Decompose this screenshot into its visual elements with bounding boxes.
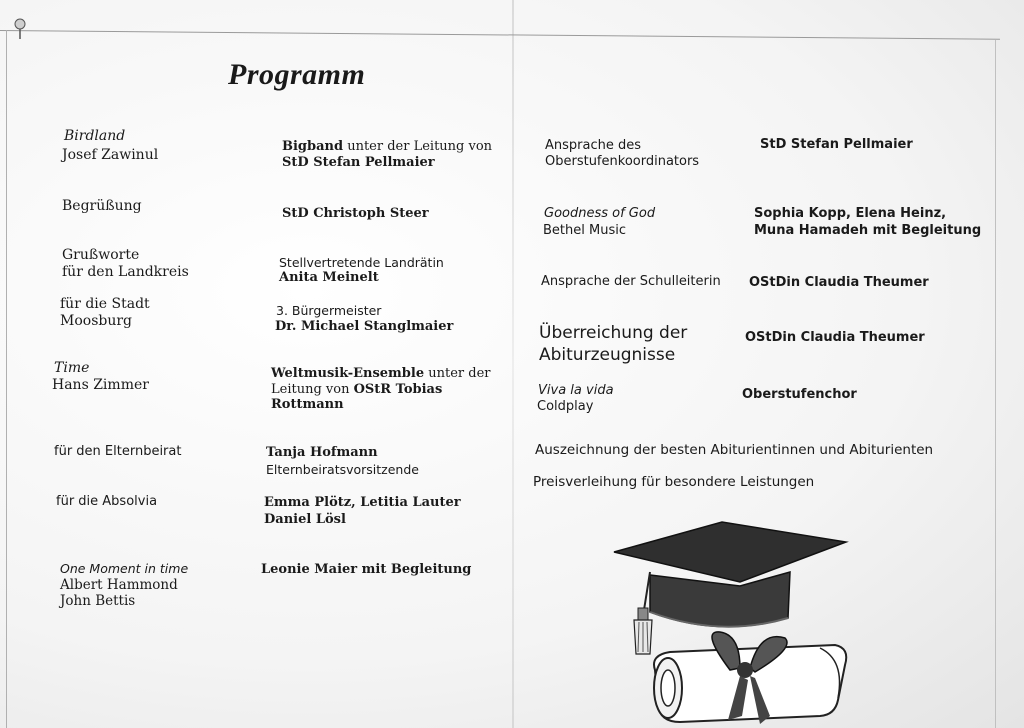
composer-bethel: Bethel Music bbox=[543, 223, 626, 238]
piece-viva: Viva la vida bbox=[538, 383, 614, 398]
leitung-prefix: Leitung von bbox=[271, 382, 354, 397]
page-title: Programm bbox=[228, 58, 366, 91]
performer-chor: Oberstufenchor bbox=[742, 387, 857, 402]
performer-leonie: Leonie Maier mit Begleitung bbox=[261, 562, 472, 577]
composer-hammond: Albert Hammond bbox=[60, 577, 178, 593]
role-elternbeiratsvors: Elternbeiratsvorsitzende bbox=[266, 462, 419, 477]
mortarboard bbox=[614, 522, 846, 654]
speaker-steer: StD Christoph Steer bbox=[282, 206, 429, 221]
item-auszeichnung: Auszeichnung der besten Abiturientinnen und Abiturienten bbox=[535, 442, 934, 458]
speaker-theumer-1: OStDin Claudia Theumer bbox=[749, 275, 929, 290]
pushpin-icon bbox=[12, 18, 28, 40]
piece-one-moment: One Moment in time bbox=[60, 561, 189, 576]
item-ueberreichung: Überreichung der bbox=[539, 323, 688, 343]
performer-bigband bbox=[282, 139, 492, 155]
item-ansprache-des: Ansprache des bbox=[545, 138, 642, 153]
item-preisverleihung: Preisverleihung für besondere Leistungen bbox=[533, 474, 815, 490]
composer-bettis: John Bettis bbox=[60, 593, 136, 609]
performer-hamadeh: Muna Hamadeh mit Begleitung bbox=[754, 223, 982, 238]
paper-edge-right bbox=[995, 40, 996, 728]
weltmusik-name: Weltmusik-Ensemble bbox=[271, 366, 425, 381]
weltmusik-rest: unter der bbox=[424, 366, 491, 381]
bigband-name: Bigband bbox=[282, 139, 344, 154]
piece-goodness: Goodness of God bbox=[544, 206, 656, 221]
item-ansprache-der: Ansprache der Schulleiterin bbox=[541, 274, 721, 289]
paper-edge-left bbox=[6, 30, 7, 728]
speaker-loesl: Daniel Lösl bbox=[264, 512, 346, 527]
item-moosburg: Moosburg bbox=[60, 313, 133, 329]
performer-rottmann: Rottmann bbox=[271, 397, 344, 412]
piece-birdland: Birdland bbox=[64, 128, 126, 144]
item-koordinators: Oberstufenkoordinators bbox=[545, 154, 700, 169]
diploma-scroll-icon bbox=[654, 645, 846, 722]
item-abiturzeugnisse: Abiturzeugnisse bbox=[539, 345, 676, 365]
composer-coldplay: Coldplay bbox=[537, 399, 594, 414]
leitung-tobias: OStR Tobias bbox=[353, 382, 443, 397]
speaker-ploetz: Emma Plötz, Letitia Lauter bbox=[264, 495, 461, 510]
item-elternbeirat: für den Elternbeirat bbox=[54, 444, 182, 459]
item-landkreis: für den Landkreis bbox=[62, 264, 189, 280]
speaker-pellmaier-right: StD Stefan Pellmaier bbox=[760, 137, 913, 152]
performer-weltmusik bbox=[271, 366, 490, 382]
piece-time: Time bbox=[54, 360, 90, 376]
role-buergermeister: 3. Bürgermeister bbox=[276, 303, 382, 318]
composer-zawinul: Josef Zawinul bbox=[62, 147, 159, 163]
composer-zimmer: Hans Zimmer bbox=[52, 377, 149, 393]
speaker-theumer-2: OStDin Claudia Theumer bbox=[745, 330, 925, 345]
speaker-stanglmaier: Dr. Michael Stanglmaier bbox=[275, 319, 454, 334]
performer-kopp: Sophia Kopp, Elena Heinz, bbox=[754, 206, 947, 221]
performer-leitung bbox=[271, 382, 442, 398]
bigband-leitung: unter der Leitung von bbox=[343, 139, 493, 154]
paper-edge-top bbox=[0, 30, 1000, 40]
speaker-hofmann: Tanja Hofmann bbox=[266, 445, 378, 460]
item-grussworte: Grußworte bbox=[62, 247, 140, 263]
fold-line bbox=[512, 0, 514, 728]
performer-pellmaier: StD Stefan Pellmaier bbox=[282, 155, 435, 170]
item-begruessung: Begrüßung bbox=[62, 198, 142, 214]
role-landraetin: Stellvertretende Landrätin bbox=[279, 255, 444, 270]
item-absolvia: für die Absolvia bbox=[56, 494, 158, 509]
item-stadt: für die Stadt bbox=[60, 296, 150, 312]
speaker-meinelt: Anita Meinelt bbox=[279, 270, 379, 285]
graduation-cap-icon bbox=[610, 520, 850, 728]
